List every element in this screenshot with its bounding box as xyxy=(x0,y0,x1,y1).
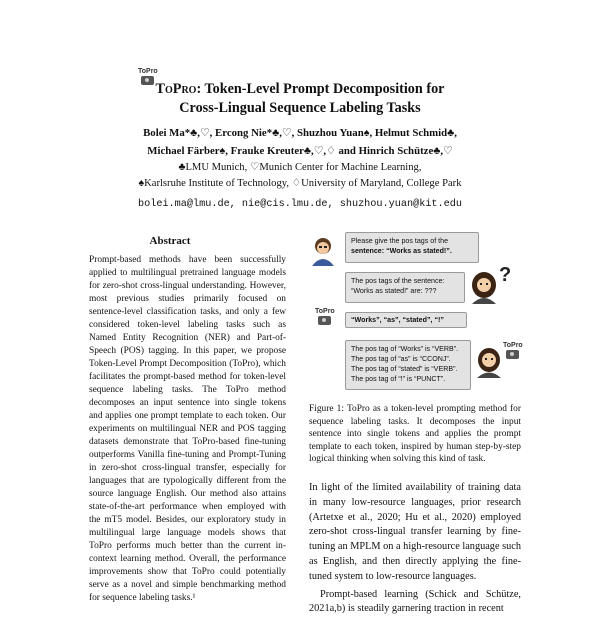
tag-line-4: The pos tag of “!” is “PUNCT”. xyxy=(351,375,446,383)
affiliations-line-2: ♠Karlsruhe Institute of Technology, ♢University of Maryland, College Park xyxy=(138,178,462,189)
bubble-user-question xyxy=(345,232,479,263)
tag-line-1: The pos tag of “Works” is “VERB”. xyxy=(351,345,459,353)
bubble1-line-1: Please give the pos tags of the xyxy=(351,237,449,245)
bubble-tokens: “Works”, “as”, “stated”, “!” xyxy=(345,312,467,328)
tag-line-2: The pos tag of “as” is “CCONJ”. xyxy=(351,355,451,363)
camera-icon xyxy=(506,350,519,359)
author-emails: bolei.ma@lmu.de, nie@cis.lmu.de, shuzhou.yuan@kit.edu xyxy=(137,199,462,210)
topro-logo-answer xyxy=(503,342,523,359)
bubble-token-tags xyxy=(345,340,471,390)
tag-line-3: The pos tag of “stated” is “VERB”. xyxy=(351,365,458,373)
authors-line-2: Michael Färber♠, Frauke Kreuter♣,♡,♢ and Hinrich Schütze♣,♡ xyxy=(147,145,453,157)
topro-logo-small xyxy=(315,308,335,325)
logo-answer-text: ToPro xyxy=(503,342,523,349)
bubble2-line-2: “Works as stated!” are: ??? xyxy=(351,287,437,295)
user-avatar-icon xyxy=(309,236,337,266)
authors-line-1: Bolei Ma*♣,♡, Ercong Nie*♣,♡, Shuzhou Yuan♠, Helmut Schmid♣, xyxy=(143,127,457,139)
figure-caption: Figure 1: ToPro as a token-level prompting method for sequence labeling tasks. It decomposes the input sentence into single tokens and applies the prompt template to each token, inspired by human step-by-step logical thinking when solving this kind of task. xyxy=(309,404,521,465)
paper-title-line-2: Cross-Lingual Sequence Labeling Tasks xyxy=(179,100,421,116)
title-brand: ToPro xyxy=(155,81,197,97)
authors xyxy=(40,124,560,160)
intro-paragraph-1: In light of the limited availability of training data in many low-resource languages, prior research (Artetxe et al., 2020; Hu et al., 2020) employed zero-shot cross-lingual transfer learning by fine-tuning an MPLM on a high-resource language such as English, and then directly applying the fine-tuned system to low-resource languages. xyxy=(309,482,521,582)
camera-icon xyxy=(318,316,331,325)
bubble2-line-1: The pos tags of the sentence: xyxy=(351,277,445,285)
abstract-text: Prompt-based methods have been successfully applied to multilingual pretrained language models for zero-shot cross-lingual understanding. However, most previous studies primarily focused on sentence-level classification tasks, and only a few considered token-level labeling tasks such as Named Entity Recognition (NER) and Part-of-Speech (POS) tagging. In this paper, we propose Token-Level Prompt Decomposition (ToPro), which facilitates the prompt-based method for token-level sequence labeling tasks. The ToPro method decomposes an input sentence into single tokens and applies one prompt template to each token. Our experiments on multilingual NER and POS tagging datasets demonstrate that ToPro-based fine-tuning outperforms Vanilla fine-tuning and Prompt-Tuning in zero-shot cross-lingual transfer, especially for languages that are typologically different from the source language English. Our method also attains state-of-the-art performance when employed with the mT5 model. Besides, our exploratory study in multilingual large language models shows that ToPro performs much better than the current in-context learning method. Overall, the performance improvements show that ToPro could potentially serve as a novel and simple benchmarking method for sequence labeling tasks.¹ xyxy=(89,255,286,603)
abstract-body xyxy=(89,254,286,605)
intro-paragraph-2: Prompt-based learning (Schick and Schütze, 2021a,b) is steadily garnering traction in recent xyxy=(309,588,521,615)
intro-text xyxy=(309,481,521,617)
woman-thinking-icon xyxy=(469,270,499,304)
abstract-heading: Abstract xyxy=(149,235,191,247)
logo-small-text: ToPro xyxy=(315,308,335,315)
affiliations xyxy=(40,160,560,192)
woman-answer-icon xyxy=(475,346,503,378)
figure-1 xyxy=(309,230,521,394)
affiliations-line-1: ♣LMU Munich, ♡Munich Center for Machine Learning, xyxy=(178,162,422,173)
bubble1-line-2: sentence: “Works as stated!”. xyxy=(351,247,452,255)
title-rest: : Token-Level Prompt Decomposition for xyxy=(196,81,445,97)
logo-text: ToPro xyxy=(138,68,158,75)
paper-title-line-1 xyxy=(60,80,540,99)
question-mark: ? xyxy=(499,264,512,286)
bubble-model-prompt xyxy=(345,272,465,303)
